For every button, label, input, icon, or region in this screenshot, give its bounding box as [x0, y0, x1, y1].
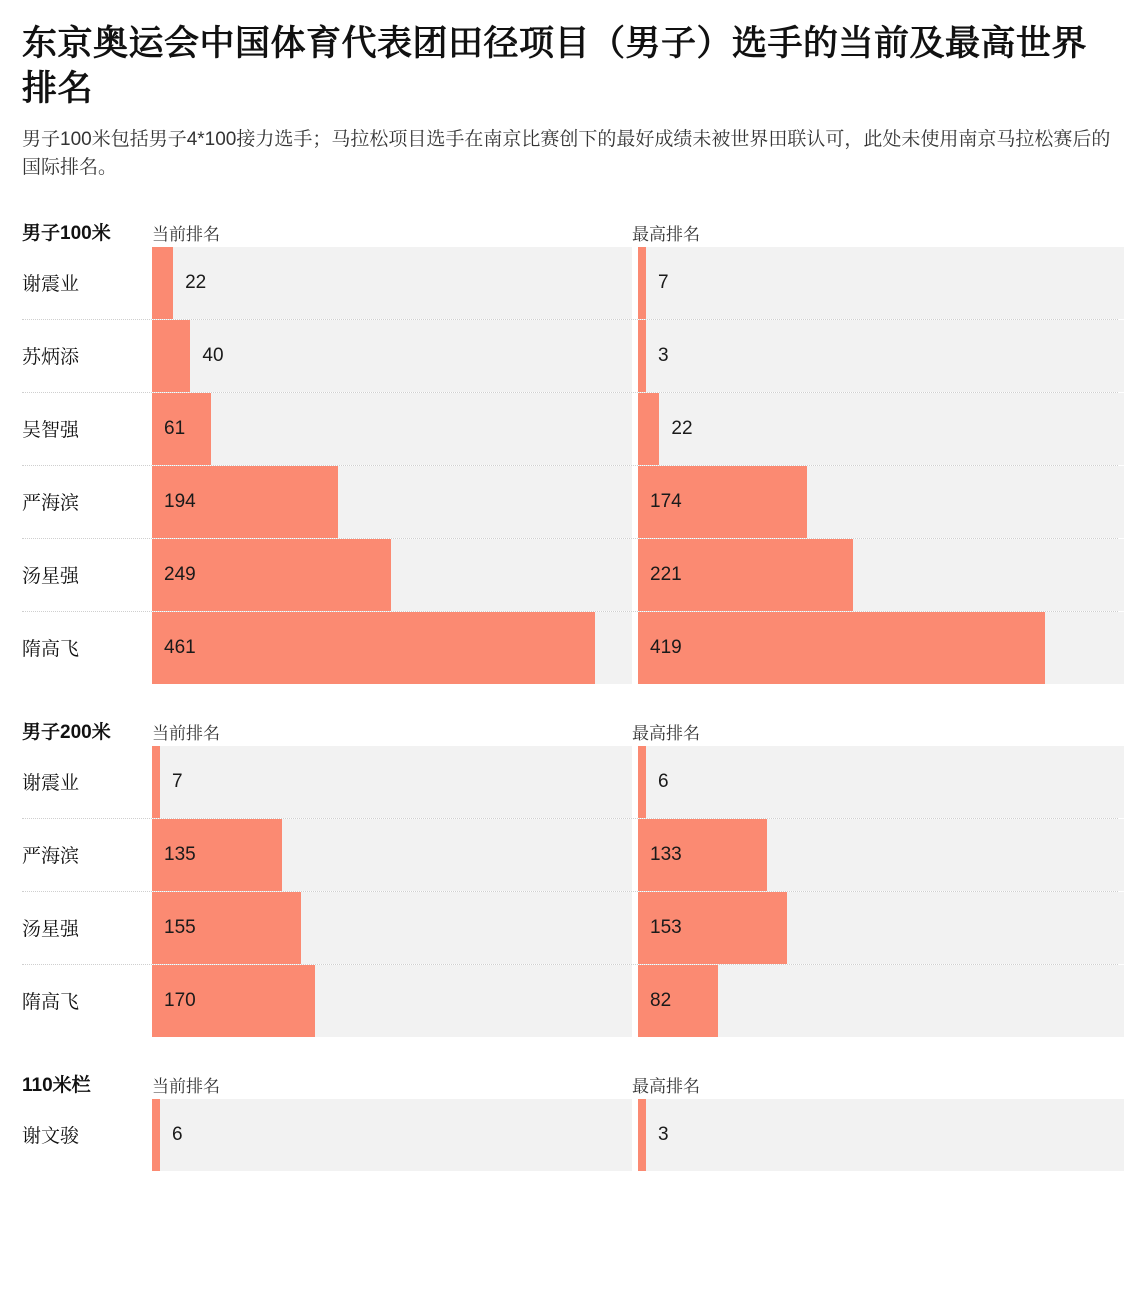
bar-best	[638, 247, 646, 319]
chart-section	[22, 213, 1118, 684]
bar-best	[638, 393, 659, 465]
chart-row	[22, 247, 1118, 320]
athlete-name: 汤星强	[22, 566, 80, 588]
bar-best	[638, 1099, 646, 1171]
section-header	[22, 712, 1118, 746]
bar-track-current	[152, 746, 632, 818]
chart-row	[22, 539, 1118, 612]
bar-value-label: 3	[658, 1123, 669, 1145]
bar-track-current	[152, 539, 632, 611]
column-header-best-rank: 最高排名	[632, 723, 700, 743]
chart-section	[22, 1065, 1118, 1171]
chart-row	[22, 1099, 1118, 1171]
bar-value-label: 221	[650, 563, 682, 585]
athlete-name: 谢震业	[22, 274, 80, 296]
chart-section	[22, 712, 1118, 1037]
section-title: 110米栏	[22, 1074, 91, 1096]
athlete-name: 隋高飞	[22, 639, 80, 661]
bar-current	[152, 320, 190, 392]
bar-value-label: 82	[650, 989, 672, 1011]
bar-track-current	[152, 1099, 632, 1171]
bar-track-best	[638, 892, 1124, 964]
bar-track-current	[152, 965, 632, 1037]
bar-track-current	[152, 466, 632, 538]
bar-value-label: 133	[650, 843, 682, 865]
bar-track-best	[638, 539, 1124, 611]
athlete-name: 谢文骏	[22, 1126, 80, 1148]
column-header-best-rank: 最高排名	[632, 1076, 700, 1096]
bar-track-current	[152, 393, 632, 465]
bar-track-current	[152, 320, 632, 392]
bar-track-best	[638, 247, 1124, 319]
bar-track-current	[152, 892, 632, 964]
bar-value-label: 194	[164, 490, 196, 512]
column-header-current-rank: 当前排名	[152, 224, 220, 244]
column-header-current-rank: 当前排名	[152, 1076, 220, 1096]
bar-value-label: 153	[650, 916, 682, 938]
bar-current	[152, 247, 173, 319]
bar-value-label: 61	[164, 417, 186, 439]
athlete-name: 汤星强	[22, 919, 80, 941]
chart-row	[22, 892, 1118, 965]
bar-track-best	[638, 612, 1124, 684]
bar-value-label: 7	[658, 271, 669, 293]
bar-track-current	[152, 819, 632, 891]
athlete-name: 谢震业	[22, 773, 80, 795]
bar-track-best	[638, 466, 1124, 538]
column-header-best-rank: 最高排名	[632, 224, 700, 244]
page-title: 东京奥运会中国体育代表团田径项目（男子）选手的当前及最高世界排名	[22, 24, 1088, 108]
bar-track-best	[638, 746, 1124, 818]
column-header-current-rank: 当前排名	[152, 723, 220, 743]
bar-best	[638, 746, 646, 818]
bar-track-current	[152, 247, 632, 319]
bar-best	[638, 320, 646, 392]
bar-value-label: 7	[172, 770, 183, 792]
section-header	[22, 213, 1118, 247]
bar-track-best	[638, 1099, 1124, 1171]
bar-best	[638, 612, 1045, 684]
chart-row	[22, 320, 1118, 393]
chart-row	[22, 393, 1118, 466]
chart-row	[22, 612, 1118, 684]
section-title: 男子200米	[22, 721, 111, 743]
bar-track-best	[638, 965, 1124, 1037]
bar-value-label: 155	[164, 916, 196, 938]
bar-value-label: 40	[202, 344, 224, 366]
chart-row	[22, 746, 1118, 819]
bar-track-best	[638, 393, 1124, 465]
chart-sections	[22, 213, 1118, 1171]
chart-row	[22, 965, 1118, 1037]
athlete-name: 隋高飞	[22, 992, 80, 1014]
athlete-name: 严海滨	[22, 493, 80, 515]
bar-track-best	[638, 320, 1124, 392]
bar-value-label: 419	[650, 636, 682, 658]
bar-value-label: 135	[164, 843, 196, 865]
section-title: 男子100米	[22, 222, 111, 244]
chart-row	[22, 819, 1118, 892]
page-subtitle: 男子100米包括男子4*100接力选手；马拉松项目选手在南京比赛创下的最好成绩未被世界田联认可，此处未使用南京马拉松赛后的国际排名。	[22, 128, 1111, 179]
bar-value-label: 174	[650, 490, 682, 512]
bar-track-current	[152, 612, 632, 684]
bar-value-label: 249	[164, 563, 196, 585]
athlete-name: 严海滨	[22, 846, 80, 868]
bar-current	[152, 1099, 160, 1171]
section-header	[22, 1065, 1118, 1099]
bar-value-label: 22	[185, 271, 207, 293]
bar-value-label: 22	[671, 417, 693, 439]
bar-current	[152, 746, 160, 818]
bar-track-best	[638, 819, 1124, 891]
bar-value-label: 6	[658, 770, 669, 792]
athlete-name: 吴智强	[22, 420, 80, 442]
chart-row	[22, 466, 1118, 539]
bar-value-label: 3	[658, 344, 669, 366]
bar-value-label: 170	[164, 989, 196, 1011]
athlete-name: 苏炳添	[22, 347, 80, 369]
bar-value-label: 6	[172, 1123, 183, 1145]
bar-value-label: 461	[164, 636, 196, 658]
bar-current	[152, 612, 595, 684]
